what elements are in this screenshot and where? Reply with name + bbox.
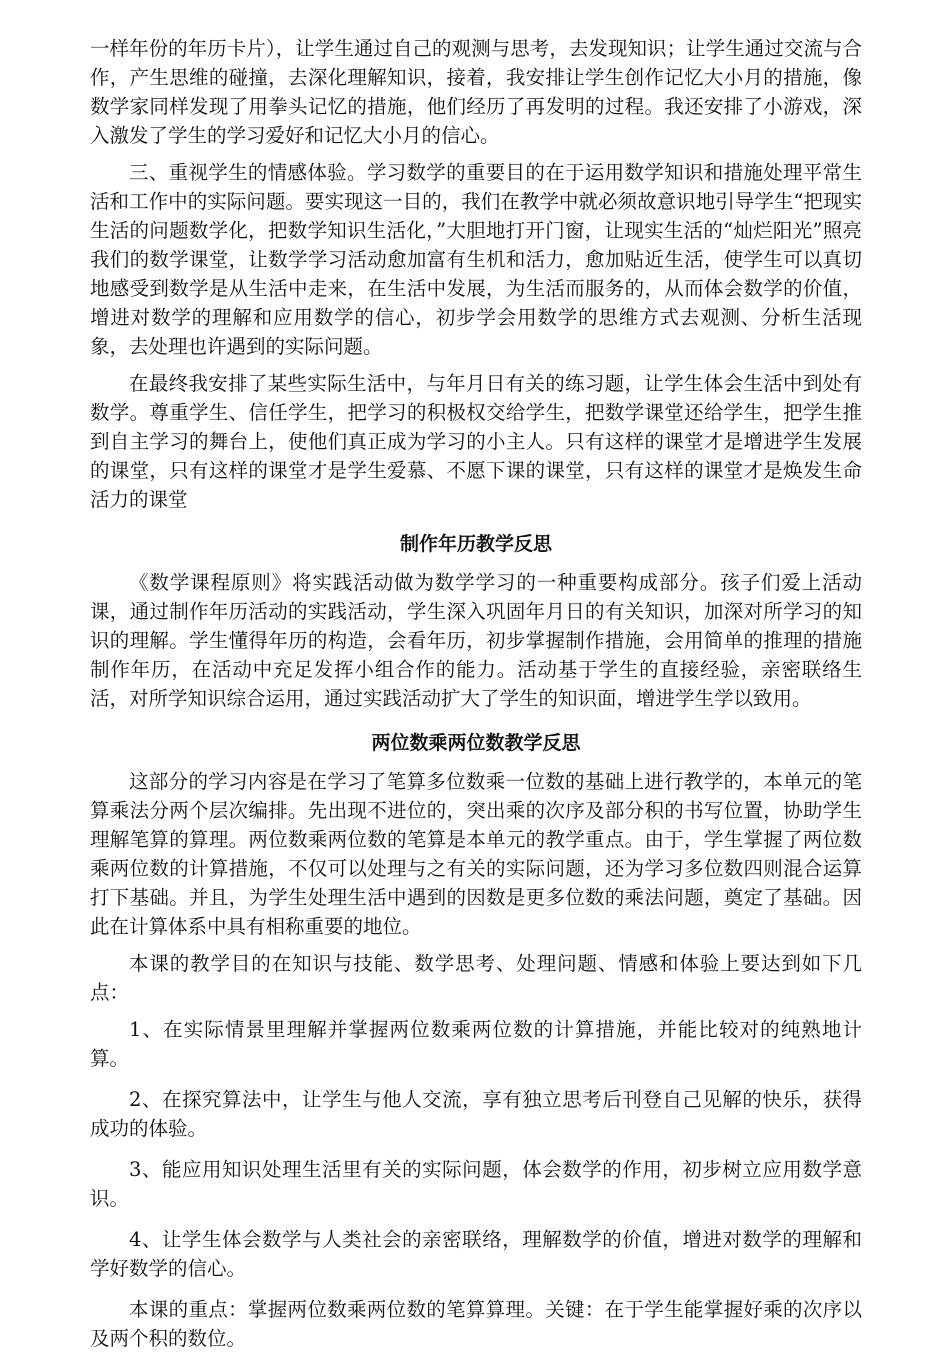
- paragraph-practice-exercises: 在最终我安排了某些实际生活中，与年月日有关的练习题，让学生体会生活中到处有数学。尊重学生、信任学生，把学习的积极权交给学生，把数学课堂还给学生，把学生推到自主学习的舞台上，使他们真正成为学习的小主人。只有这样的课堂才是增进学生发展的课堂，只有这样的课堂才是学生爱慕、不愿下课的课堂，只有这样的课堂才是焕发生命活力的课堂: [90, 372, 862, 511]
- paragraph-multiplication-content: 这部分的学习内容是在学习了笔算多位数乘一位数的基础上进行教学的，本单元的笔算乘法分两个层次编排。先出现不进位的，突出乘的次序及部分积的书写位置，协助学生理解笔算的算理。两位数乘两位数的笔算是本单元的教学重点。由于，学生掌握了两位数乘两位数的计算措施，不仅可以处理与之有关的实际问题，还为学习多位数四则混合运算打下基础。并且，为学生处理生活中遇到的因数是更多位数的乘法问题，奠定了基础。因此在计算体系中具有相称重要的地位。: [90, 770, 862, 938]
- paragraph-goal-3: 3、能应用知识处理生活里有关的实际问题，体会数学的作用，初步树立应用数学意识。: [90, 1158, 862, 1210]
- paragraph-emotional-experience: 三、重视学生的情感体验。学习数学的重要目的在于运用数学知识和措施处理平常生活和工作中的实际问题。要实现这一目的，我们在教学中就必须故意识地引导学生“把现实生活的问题数学化，把数学知识生活化，”大胆地打开门窗，让现实生活的“灿烂阳光”照亮我们的数学课堂，让数学学习活动愈加富有生机和活力，愈加贴近生活，使学生可以真切地感受到数学是从生活中走来，在生活中发展，为生活而服务的，从而体会数学的价值，增进对数学的理解和应用数学的信心，初步学会用数学的思维方式去观测、分析生活现象，去处理也许遇到的实际问题。: [90, 161, 862, 358]
- section-heading-multiplication: 两位数乘两位数教学反思: [371, 732, 581, 754]
- section-heading-calendar: 制作年历教学反思: [399, 533, 552, 555]
- paragraph-goal-1: 1、在实际情景里理解并掌握两位数乘两位数的计算措施，并能比较对的纯熟地计算。: [90, 1018, 862, 1070]
- paragraph-goal-4: 4、让学生体会数学与人类社会的亲密联络，理解数学的价值，增进对数学的理解和学好数学的信心。: [90, 1228, 862, 1280]
- paragraph-intro-continuation: 一样年份的年历卡片），让学生通过自己的观测与思考，去发现知识；让学生通过交流与合作，产生思维的碰撞，去深化理解知识，接着，我安排让学生创作记忆大小月的措施，像数学家同样发现了用拳头记忆的措施，他们经历了再发明的过程。我还安排了小游戏，深入激发了学生的学习爱好和记忆大小月的信心。: [90, 37, 862, 147]
- paragraph-goal-2: 2、在探究算法中，让学生与他人交流，享有独立思考后刊登自己见解的快乐，获得成功的体验。: [90, 1088, 862, 1140]
- paragraph-calendar-reflection: 《数学课程原则》将实践活动做为数学学习的一种重要构成部分。孩子们爱上活动课，通过制作年历活动的实践活动，学生深入巩固年月日的有关知识，加深对所学习的知识的理解。学生懂得年历的构造，会看年历，初步掌握制作措施，会用简单的推理的措施制作年历，在活动中充足发挥小组合作的能力。活动基于学生的直接经验，亲密联络生活，对所学知识综合运用，通过实践活动扩大了学生的知识面，增进学生学以致用。: [90, 571, 862, 710]
- paragraph-teaching-goals: 本课的教学目的在知识与技能、数学思考、处理问题、情感和体验上要达到如下几点：: [90, 952, 862, 1004]
- paragraph-key-points: 本课的重点：掌握两位数乘两位数的笔算算理。关键：在于学生能掌握好乘的次序以及两个积的数位。: [90, 1298, 862, 1350]
